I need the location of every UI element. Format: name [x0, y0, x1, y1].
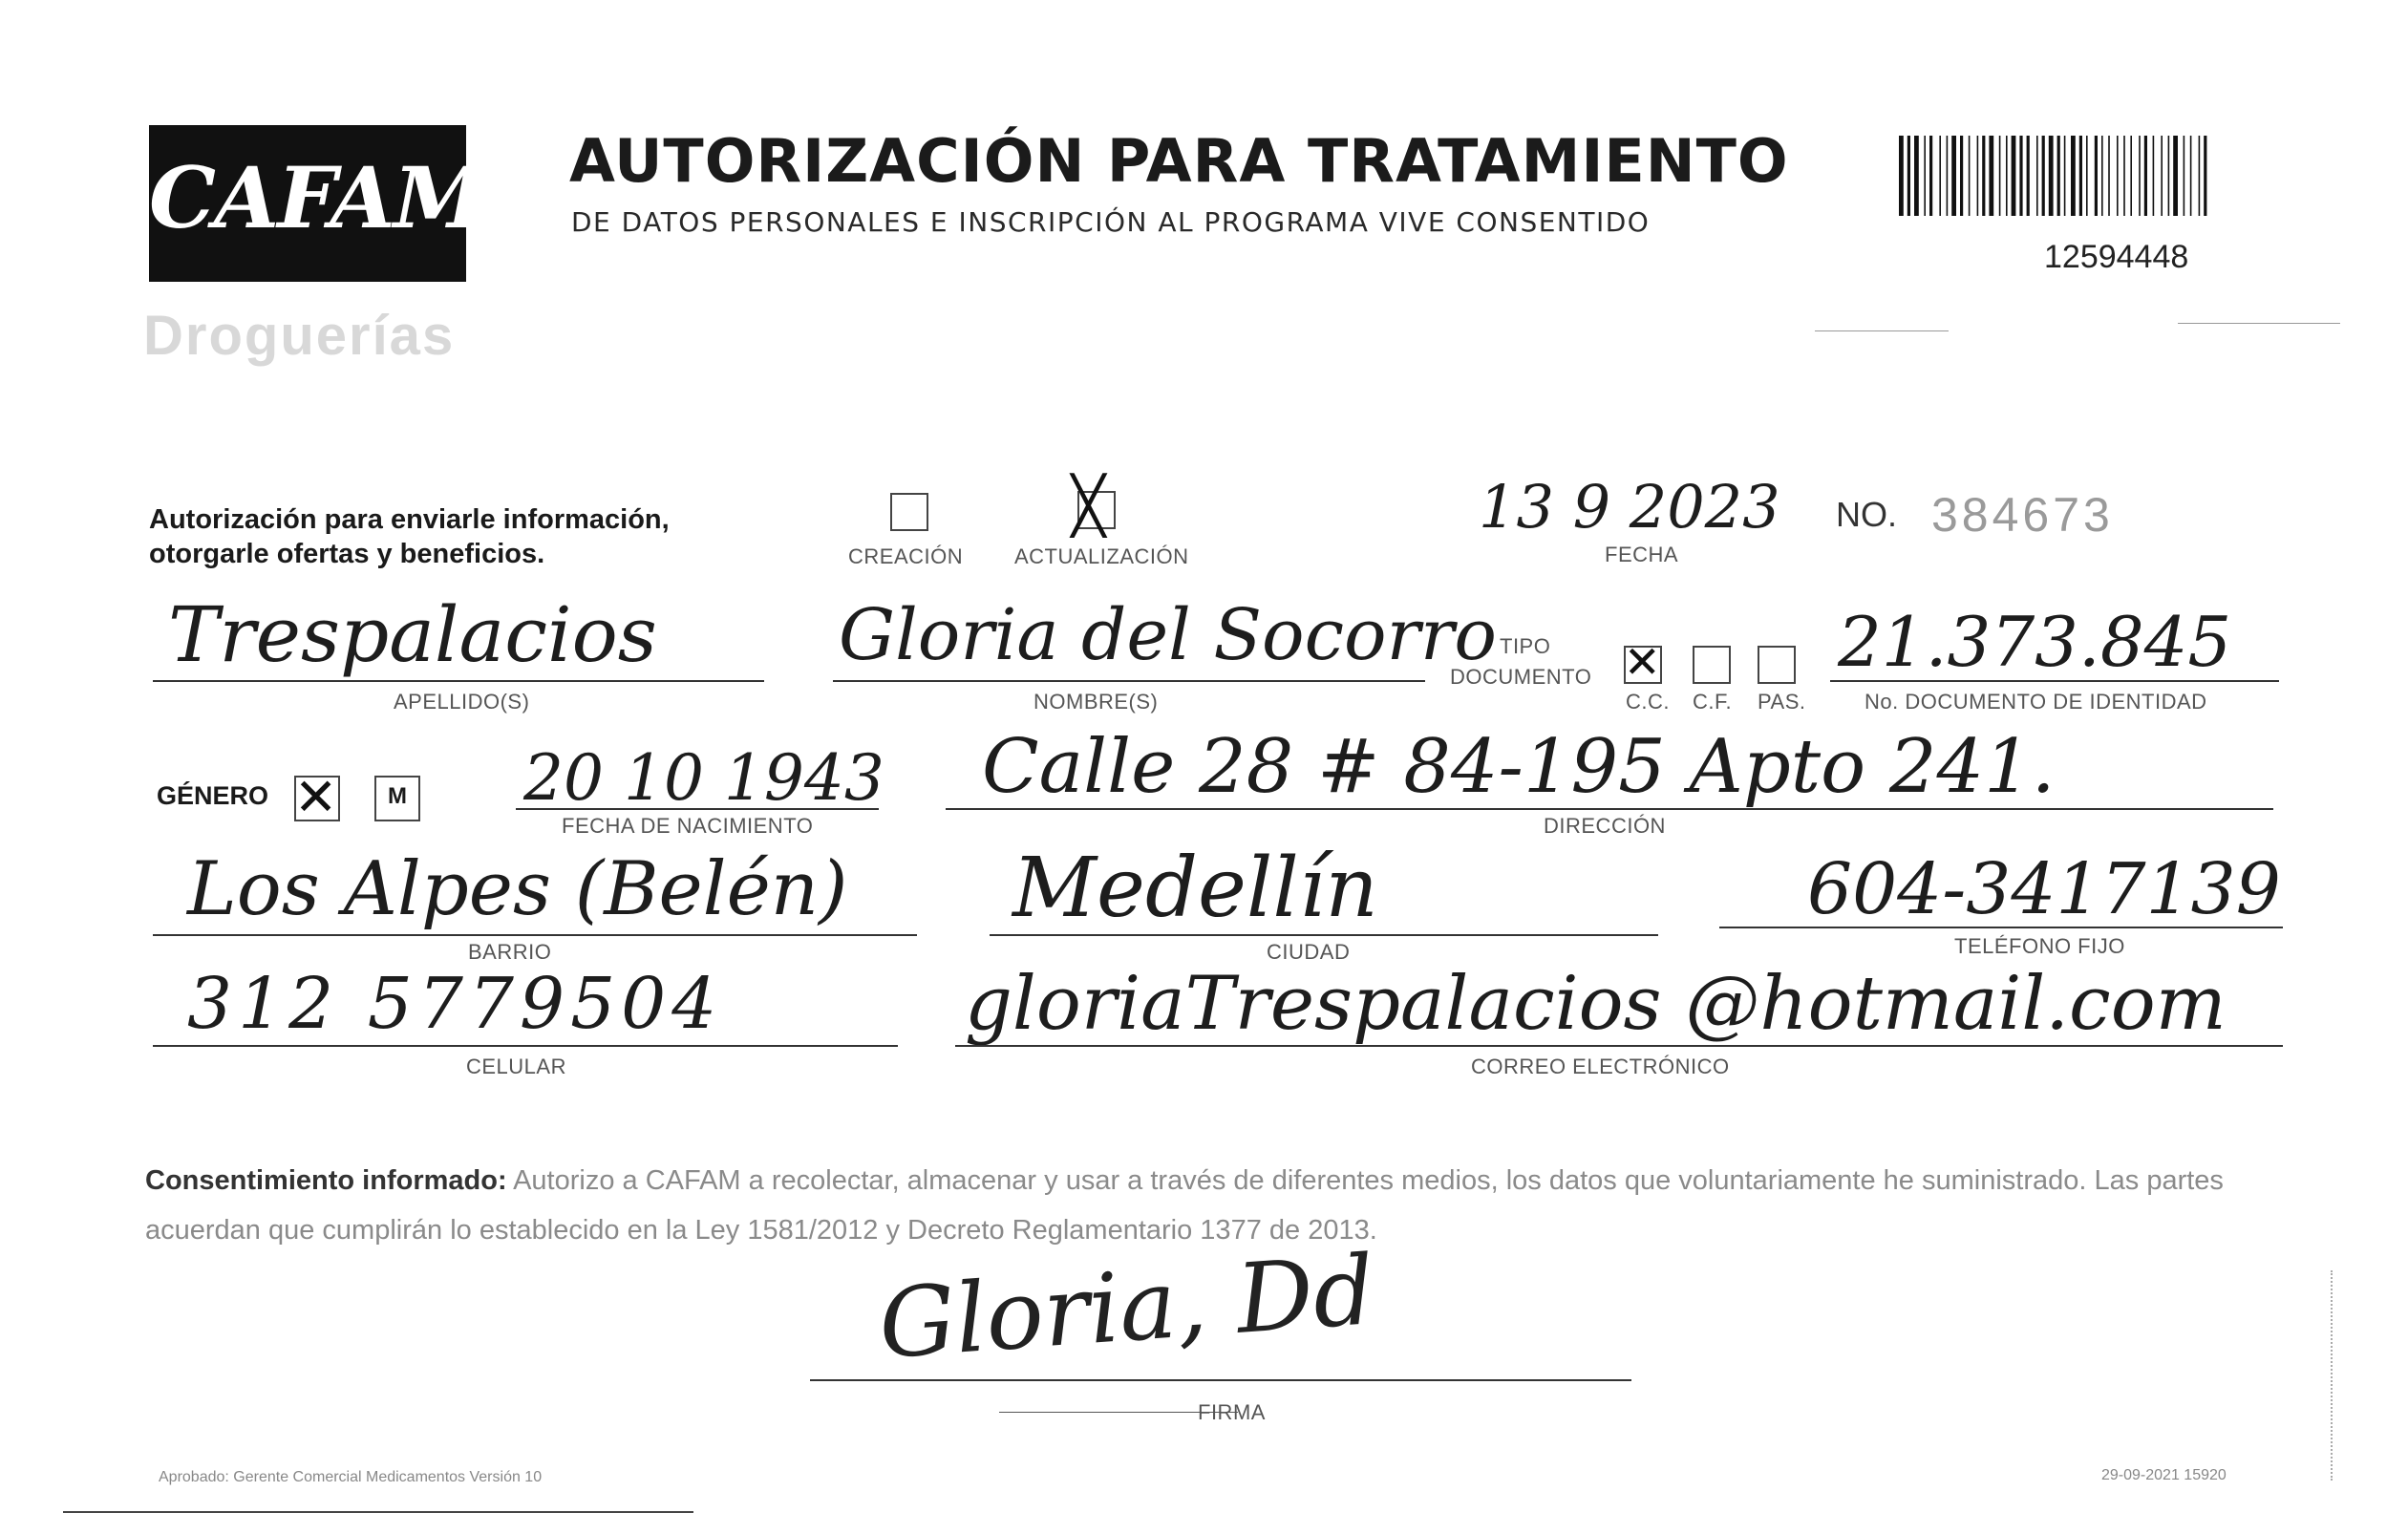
- fecha-value: 13 9 2023: [1479, 472, 1780, 542]
- direccion-line: [946, 808, 2273, 810]
- approval-note: Aprobado: Gerente Comercial Medicamentos Versión 10: [159, 1469, 543, 1485]
- direccion-label: DIRECCIÓN: [1544, 814, 1666, 838]
- ciudad-value: Medellín: [1012, 841, 1378, 936]
- cf-checkbox[interactable]: [1693, 646, 1731, 684]
- tipo-label: TIPO: [1500, 634, 1551, 658]
- consent-paragraph: [145, 1156, 2304, 1255]
- check-mark-icon: ✕: [1624, 636, 1661, 688]
- telefono-line: [1719, 927, 2283, 928]
- ciudad-label: CIUDAD: [1267, 940, 1351, 964]
- actualizacion-label: ACTUALIZACIÓN: [1014, 544, 1189, 568]
- authorization-intro-line2: otorgarle ofertas y beneficios.: [149, 539, 545, 569]
- form-subtitle: DE DATOS PERSONALES E INSCRIPCIÓN AL PROGRAMA VIVE CONSENTIDO: [571, 206, 1651, 238]
- apellidos-line: [153, 680, 764, 682]
- telefono-label: TELÉFONO FIJO: [1954, 934, 2125, 958]
- check-mark-icon: ✕: [294, 767, 338, 827]
- documento-type-label: DOCUMENTO: [1450, 665, 1592, 689]
- correo-value: gloriaTrespalacios @hotmail.com: [965, 961, 2227, 1047]
- nacimiento-label: FECHA DE NACIMIENTO: [562, 814, 814, 838]
- apellidos-value: Trespalacios: [168, 590, 657, 679]
- correo-label: CORREO ELECTRÓNICO: [1471, 1055, 1730, 1078]
- cf-label: C.F.: [1693, 690, 1733, 714]
- cc-label: C.C.: [1626, 690, 1670, 714]
- logo-subtext: Droguerías: [143, 305, 456, 367]
- firma-label: FIRMA: [1198, 1400, 1266, 1424]
- celular-value: 312 5779504: [187, 963, 723, 1045]
- barcode-icon: [1899, 136, 2291, 216]
- divider: [2178, 323, 2340, 324]
- documento-label: No. DOCUMENTO DE IDENTIDAD: [1865, 690, 2207, 714]
- genero-label: GÉNERO: [157, 781, 269, 810]
- pas-checkbox[interactable]: [1758, 646, 1796, 684]
- divider: [1815, 330, 1949, 331]
- margin-mark: [2331, 1270, 2350, 1481]
- creacion-label: CREACIÓN: [848, 544, 964, 568]
- genero-m-label: M: [388, 783, 407, 809]
- form-title: AUTORIZACIÓN PARA TRATAMIENTO: [569, 126, 1789, 196]
- apellidos-label: APELLIDO(S): [394, 690, 530, 714]
- pas-label: PAS.: [1758, 690, 1806, 714]
- celular-label: CELULAR: [466, 1055, 566, 1078]
- footer-date-code: 29-09-2021 15920: [2101, 1467, 2227, 1483]
- check-mark-icon: ╳: [1072, 473, 1105, 538]
- barrio-line: [153, 934, 917, 936]
- fecha-label: FECHA: [1605, 543, 1679, 566]
- consent-text: Autorizo a CAFAM a recolectar, almacenar y usar a través de diferentes medios, los datos que voluntariamente he suministrado. Las partes acuerdan que cumplirán lo establecido en la Ley 1581/2012 y Decreto Reglamentario 1377 de 2013.: [145, 1165, 2224, 1246]
- ciudad-line: [990, 934, 1658, 936]
- direccion-value: Calle 28 # 84-195 Apto 241.: [982, 724, 2056, 810]
- logo-text: CAFAM: [149, 148, 485, 247]
- documento-value: 21.373.845: [1838, 602, 2232, 682]
- telefono-value: 604-3417139: [1807, 848, 2281, 930]
- signature-image: Gloria, Dd: [875, 1234, 1378, 1380]
- authorization-intro-line1: Autorización para enviarle información,: [149, 504, 670, 535]
- nacimiento-line: [516, 808, 879, 810]
- no-value: 384673: [1931, 488, 2114, 542]
- consent-lead: Consentimiento informado:: [145, 1165, 507, 1196]
- barcode-number: 12594448: [2044, 239, 2189, 275]
- creacion-checkbox[interactable]: [890, 493, 928, 531]
- signature-line: [810, 1379, 1631, 1381]
- cafam-logo: [149, 125, 485, 282]
- correo-line: [955, 1045, 2283, 1047]
- barrio-label: BARRIO: [468, 940, 552, 964]
- celular-line: [153, 1045, 898, 1047]
- nombres-label: NOMBRE(S): [1034, 690, 1159, 714]
- no-label: NO.: [1836, 495, 1898, 534]
- documento-line: [1830, 680, 2279, 682]
- nombres-line: [833, 680, 1425, 682]
- nombres-value: Gloria del Socorro: [839, 594, 1497, 676]
- nacimiento-value: 20 10 1943: [523, 741, 884, 815]
- barrio-value: Los Alpes (Belén): [187, 846, 848, 932]
